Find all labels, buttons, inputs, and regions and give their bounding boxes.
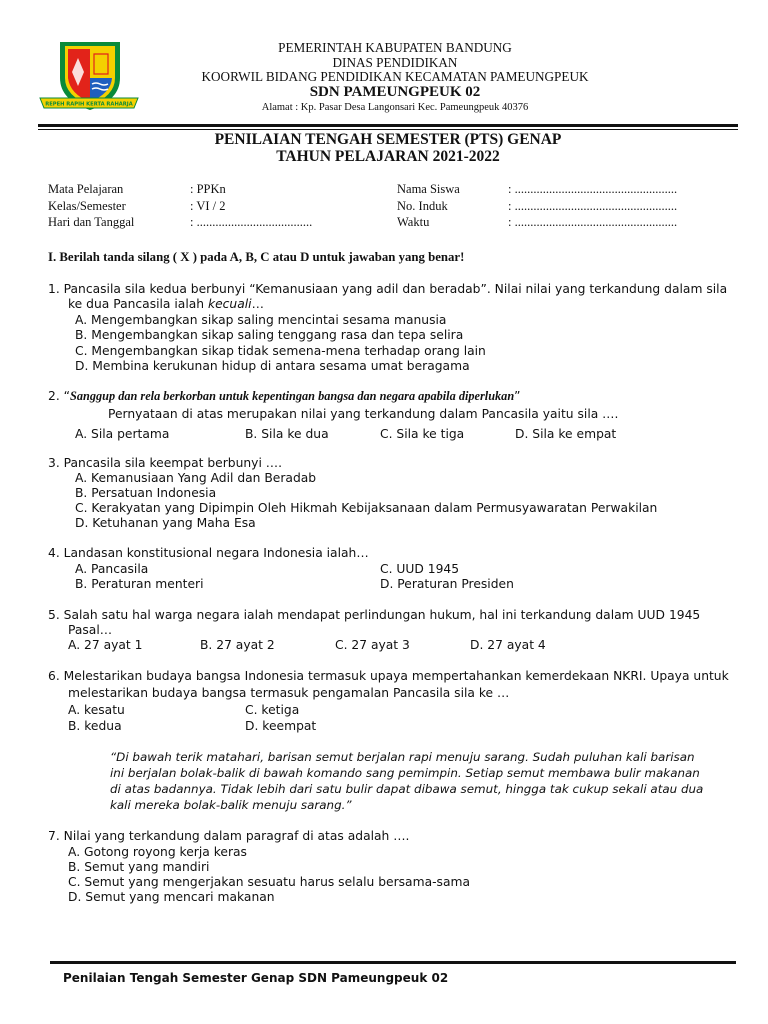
q2-statement: Pernyataan di atas merupakan nilai yang terkandung dalam Pancasila yaitu sila …. [108, 407, 619, 421]
school-name: SDN PAMEUNGPEUK 02 [309, 84, 481, 100]
logo-motto: REPEH RAPIH KERTA RAHARJA [45, 101, 133, 108]
induk-label: No. Induk [397, 199, 448, 213]
waktu-label: Waktu [397, 215, 430, 229]
q5-option-a[interactable]: A. 27 ayat 1 [68, 638, 143, 652]
q3-option-c[interactable]: C. Kerakyatan yang Dipimpin Oleh Hikmah Kebijaksanaan dalam Permusyawaratan Perwakilan [75, 501, 658, 515]
q4-text: 4. Landasan konstitusional negara Indonesia ialah… [48, 546, 369, 560]
q6-option-c[interactable]: C. ketiga [245, 703, 300, 717]
letterhead-thin-rule [38, 129, 738, 130]
q4-option-d[interactable]: D. Peraturan Presiden [380, 577, 514, 591]
q1-text-a: ke dua Pancasila ialah [68, 297, 208, 311]
q6-text: 6. Melestarikan budaya bangsa Indonesia termasuk upaya mempertahankan kemerdekaan NKRI. Upaya untuk [48, 669, 729, 683]
q2-text [48, 389, 521, 404]
page-footer: Penilaian Tengah Semester Genap SDN Pameungpeuk 02 [63, 971, 449, 985]
hari-field[interactable]: : ..................................... [190, 215, 313, 229]
exam-title: PENILAIAN TENGAH SEMESTER (PTS) GENAP [214, 131, 562, 148]
letterhead-line-1: PEMERINTAH KABUPATEN BANDUNG [278, 40, 512, 55]
q7-text: 7. Nilai yang terkandung dalam paragraf di atas adalah …. [48, 829, 410, 843]
q1-option-b[interactable]: B. Mengembangkan sikap saling tenggang rasa dan tepa selira [75, 328, 464, 342]
q2-number: 2. “ [48, 389, 71, 403]
kelas-label: Kelas/Semester [48, 199, 126, 213]
hari-label: Hari dan Tanggal [48, 215, 135, 229]
q1-text: 1. Pancasila sila kedua berbunyi “Kemanusiaan yang adil dan beradab”. Nilai nilai yang terkandung dalam sila [48, 282, 728, 296]
q1-option-d[interactable]: D. Membina kerukunan hidup di antara sesama umat beragama [75, 359, 470, 373]
q2-quote-close: ” [514, 389, 521, 403]
q1-kecuali: kecuali [207, 297, 252, 311]
q4-option-c[interactable]: C. UUD 1945 [380, 562, 460, 576]
passage-line-4: kali mereka bolak-balik menuju sarang.” [110, 798, 352, 812]
q2-option-b[interactable]: B. Sila ke dua [245, 427, 329, 441]
q4-option-a[interactable]: A. Pancasila [75, 562, 149, 576]
q5-text: 5. Salah satu hal warga negara ialah mendapat perlindungan hukum, hal ini terkandung dalam UUD 1945 [48, 608, 701, 622]
footer-rule [50, 961, 736, 964]
q6-option-a[interactable]: A. kesatu [68, 703, 125, 717]
q4-option-b[interactable]: B. Peraturan menteri [75, 577, 204, 591]
letterhead-line-2: DINAS PENDIDIKAN [332, 55, 458, 70]
q1-option-a[interactable]: A. Mengembangkan sikap saling mencintai sesama manusia [75, 313, 447, 327]
kabupaten-bandung-logo [38, 38, 140, 118]
q1-text-c: … [251, 297, 264, 311]
q3-option-a[interactable]: A. Kemanusiaan Yang Adil dan Beradab [75, 471, 317, 485]
q5-option-c[interactable]: C. 27 ayat 3 [335, 638, 410, 652]
exam-year: TAHUN PELAJARAN 2021-2022 [276, 148, 500, 165]
passage-line-1: “Di bawah terik matahari, barisan semut berjalan rapi menuju sarang. Sudah puluhan kali barisan [110, 750, 695, 764]
waktu-field[interactable]: : .................................................... [508, 215, 678, 229]
q7-option-c[interactable]: C. Semut yang mengerjakan sesuatu harus selalu bersama-sama [68, 875, 471, 889]
school-address: Alamat : Kp. Pasar Desa Langonsari Kec. Pameungpeuk 40376 [261, 102, 529, 113]
q2-option-a[interactable]: A. Sila pertama [75, 427, 170, 441]
q3-option-b[interactable]: B. Persatuan Indonesia [75, 486, 217, 500]
q6-text-line2: melestarikan budaya bangsa termasuk pengamalan Pancasila sila ke … [68, 686, 510, 700]
q6-option-b[interactable]: B. kedua [68, 719, 122, 733]
q7-option-a[interactable]: A. Gotong royong kerja keras [68, 845, 247, 859]
q3-text: 3. Pancasila sila keempat berbunyi …. [48, 456, 282, 470]
q5-text-line2: Pasal… [68, 623, 113, 637]
q2-quote: Sanggup dan rela berkorban untuk kepentingan bangsa dan negara apabila diperlukan [70, 389, 515, 403]
mapel-value: : PPKn [190, 182, 226, 196]
letterhead-thick-rule [38, 124, 738, 127]
induk-field[interactable]: : .................................................... [508, 199, 678, 213]
nama-field[interactable]: : .................................................... [508, 182, 678, 196]
q2-option-d[interactable]: D. Sila ke empat [515, 427, 617, 441]
nama-label: Nama Siswa [397, 182, 460, 196]
mapel-label: Mata Pelajaran [48, 182, 124, 196]
section-instruction: I. Berilah tanda silang ( X ) pada A, B, C atau D untuk jawaban yang benar! [48, 250, 465, 264]
kelas-value: : VI / 2 [190, 199, 226, 213]
q6-option-d[interactable]: D. keempat [245, 719, 317, 733]
q5-option-b[interactable]: B. 27 ayat 2 [200, 638, 275, 652]
passage-line-3: di atas badannya. Tidak lebih dari satu bulir dapat dibawa semut, hingga tak cukup sekali atau dua [110, 782, 704, 796]
q3-option-d[interactable]: D. Ketuhanan yang Maha Esa [75, 516, 256, 530]
q7-option-b[interactable]: B. Semut yang mandiri [68, 860, 210, 874]
letterhead-line-3: KOORWIL BIDANG PENDIDIKAN KECAMATAN PAMEUNGPEUK [201, 69, 589, 84]
passage-line-2: ini berjalan bolak-balik di bawah komando sang pemimpin. Setiap semut membawa bulir makanan [110, 766, 700, 780]
q1-text-line2 [68, 297, 264, 311]
q5-option-d[interactable]: D. 27 ayat 4 [470, 638, 546, 652]
q1-option-c[interactable]: C. Mengembangkan sikap tidak semena-mena terhadap orang lain [75, 344, 486, 358]
q7-option-d[interactable]: D. Semut yang mencari makanan [68, 890, 275, 904]
q2-option-c[interactable]: C. Sila ke tiga [380, 427, 465, 441]
